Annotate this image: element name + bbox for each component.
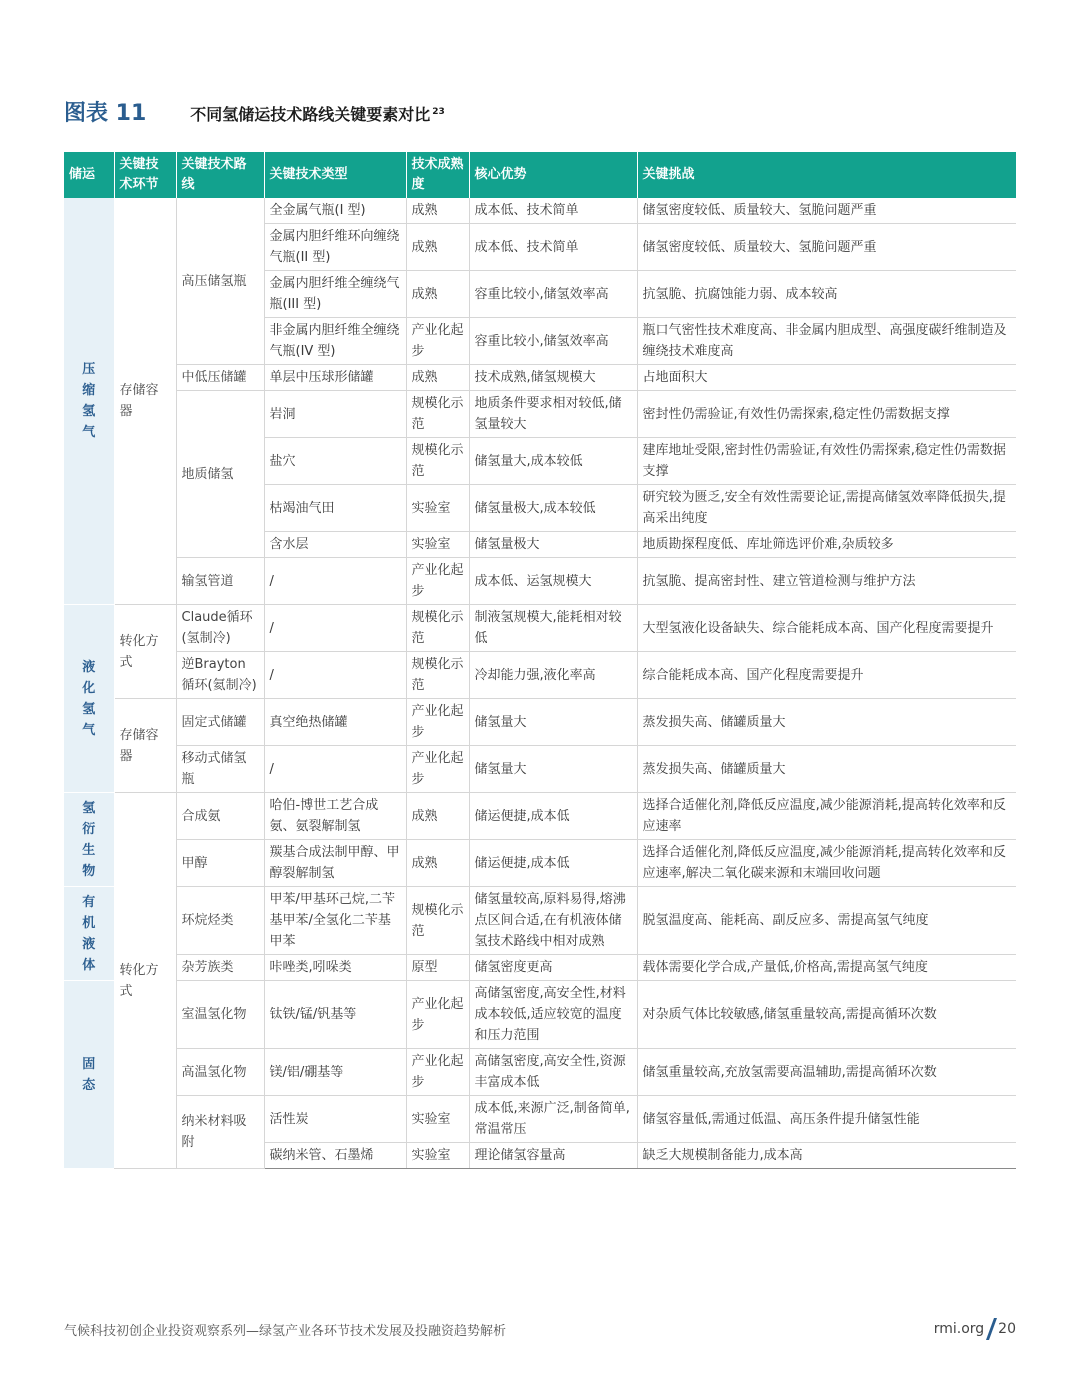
advantage-cell: 储氢量大,成本较低 <box>469 438 637 485</box>
type-cell: 岩洞 <box>264 391 406 438</box>
challenge-cell: 缺乏大规模制备能力,成本高 <box>637 1143 1016 1169</box>
challenge-cell: 大型氢液化设备缺失、综合能耗成本高、国产化程度需要提升 <box>637 605 1016 652</box>
header-maturity: 技术成熟度 <box>406 152 469 198</box>
route-fixed: 固定式储罐 <box>176 699 264 746</box>
advantage-cell: 冷却能力强,液化率高 <box>469 652 637 699</box>
type-cell: 哈伯-博世工艺合成氨、氨裂解制氢 <box>264 793 406 840</box>
advantage-cell: 储氢量较高,原料易得,熔沸点区间合适,在有机液体储氢技术路线中相对成熟 <box>469 887 637 955</box>
type-cell: 非金属内胆纤维全缠绕气瓶(IV 型) <box>264 318 406 365</box>
challenge-cell: 储氢密度较低、质量较大、氢脆问题严重 <box>637 198 1016 224</box>
advantage-cell: 成本低、运氢规模大 <box>469 558 637 605</box>
maturity-cell: 成熟 <box>406 198 469 224</box>
category-compressed <box>64 198 114 605</box>
type-cell: 钛铁/锰/钒基等 <box>264 981 406 1049</box>
type-cell: 含水层 <box>264 532 406 558</box>
maturity-cell: 实验室 <box>406 532 469 558</box>
advantage-cell: 储运便捷,成本低 <box>469 840 637 887</box>
maturity-cell: 产业化起步 <box>406 746 469 793</box>
route-cycloalkane: 环烷烃类 <box>176 887 264 955</box>
comparison-table <box>64 152 1017 1169</box>
advantage-cell: 地质条件要求相对较低,储氢量较大 <box>469 391 637 438</box>
category-solid <box>64 981 114 1169</box>
route-geological: 地质储氢 <box>176 391 264 558</box>
challenge-cell: 载体需要化学合成,产量低,价格高,需提高氢气纯度 <box>637 955 1016 981</box>
advantage-cell: 储运便捷,成本低 <box>469 793 637 840</box>
route-brayton: 逆Brayton循环(氦制冷) <box>176 652 264 699</box>
header-storage: 储运 <box>64 152 114 198</box>
table-row <box>64 1096 1016 1143</box>
challenge-cell: 储氢容量低,需通过低温、高压条件提升储氢性能 <box>637 1096 1016 1143</box>
type-cell: 枯竭油气田 <box>264 485 406 532</box>
maturity-cell: 产业化起步 <box>406 981 469 1049</box>
segment-conversion: 转化方式 <box>114 605 176 699</box>
route-ammonia: 合成氨 <box>176 793 264 840</box>
table-row <box>64 391 1016 438</box>
route-nano: 纳米材料吸附 <box>176 1096 264 1169</box>
advantage-cell: 技术成熟,储氢规模大 <box>469 365 637 391</box>
footer-series-title: 气候科技初创企业投资观察系列—绿氢产业各环节技术发展及投融资趋势解析 <box>64 1324 507 1339</box>
maturity-cell: 产业化起步 <box>406 558 469 605</box>
maturity-cell: 产业化起步 <box>406 318 469 365</box>
table-row <box>64 699 1016 746</box>
maturity-cell: 成熟 <box>406 793 469 840</box>
type-cell: 单层中压球形储罐 <box>264 365 406 391</box>
advantage-cell: 储氢量极大 <box>469 532 637 558</box>
figure-title-text: 不同氢储运技术路线关键要素对比 <box>190 105 431 124</box>
footnote-marker: 23 <box>432 106 445 117</box>
category-organic <box>64 887 114 981</box>
table-row <box>64 365 1016 391</box>
route-methanol: 甲醇 <box>176 840 264 887</box>
advantage-cell: 成本低、技术简单 <box>469 224 637 271</box>
figure-header <box>64 96 445 130</box>
header-challenge: 关键挑战 <box>637 152 1016 198</box>
advantage-cell: 容重比较小,储氢效率高 <box>469 318 637 365</box>
table-row <box>64 652 1016 699</box>
header-advantage: 核心优势 <box>469 152 637 198</box>
challenge-cell: 选择合适催化剂,降低反应温度,减少能源消耗,提高转化效率和反应速率,解决二氧化碳来源和末端回收问题 <box>637 840 1016 887</box>
route-mobile: 移动式储氢瓶 <box>176 746 264 793</box>
slash-divider-icon <box>986 1318 997 1340</box>
table-row <box>64 981 1016 1049</box>
challenge-cell: 研究较为匮乏,安全有效性需要论证,需提高储氢效率降低损失,提高采出纯度 <box>637 485 1016 532</box>
footer-page-info <box>934 1318 1016 1340</box>
maturity-cell: 实验室 <box>406 1143 469 1169</box>
table-row <box>64 840 1016 887</box>
type-cell: 甲苯/甲基环己烷,二苄基甲苯/全氢化二苄基甲苯 <box>264 887 406 955</box>
route-pipeline: 输氢管道 <box>176 558 264 605</box>
type-cell: 镁/铝/硼基等 <box>264 1049 406 1096</box>
challenge-cell: 建库地址受限,密封性仍需验证,有效性仍需探索,稳定性仍需数据支撑 <box>637 438 1016 485</box>
category-label: 液化氢气 <box>82 659 96 738</box>
maturity-cell: 成熟 <box>406 365 469 391</box>
type-cell: / <box>264 558 406 605</box>
maturity-cell: 规模化示范 <box>406 652 469 699</box>
maturity-cell: 实验室 <box>406 1096 469 1143</box>
type-cell: 碳纳米管、石墨烯 <box>264 1143 406 1169</box>
challenge-cell: 对杂质气体比较敏感,储氢重量较高,需提高循环次数 <box>637 981 1016 1049</box>
type-cell: / <box>264 746 406 793</box>
challenge-cell: 瓶口气密性技术难度高、非金属内胆成型、高强度碳纤维制造及缠绕技术难度高 <box>637 318 1016 365</box>
type-cell: 金属内胆纤维全缠绕气瓶(III 型) <box>264 271 406 318</box>
category-label: 氢衍生物 <box>82 800 96 879</box>
maturity-cell: 规模化示范 <box>406 391 469 438</box>
route-heteroaromatic: 杂芳族类 <box>176 955 264 981</box>
route-mid-low-pressure: 中低压储罐 <box>176 365 264 391</box>
maturity-cell: 成熟 <box>406 840 469 887</box>
challenge-cell: 抗氢脆、抗腐蚀能力弱、成本较高 <box>637 271 1016 318</box>
route-high-temp-hydride: 高温氢化物 <box>176 1049 264 1096</box>
maturity-cell: 规模化示范 <box>406 438 469 485</box>
category-derivative <box>64 793 114 887</box>
type-cell: 咔唑类,吲哚类 <box>264 955 406 981</box>
challenge-cell: 储氢密度较低、质量较大、氢脆问题严重 <box>637 224 1016 271</box>
maturity-cell: 原型 <box>406 955 469 981</box>
maturity-cell: 规模化示范 <box>406 887 469 955</box>
challenge-cell: 脱氢温度高、能耗高、副反应多、需提高氢气纯度 <box>637 887 1016 955</box>
page-number: 20 <box>998 1321 1016 1337</box>
category-label: 压缩氢气 <box>82 362 96 440</box>
maturity-cell: 产业化起步 <box>406 1049 469 1096</box>
segment-storage: 存储容器 <box>114 699 176 793</box>
footer-site-link[interactable]: rmi.org <box>933 1321 985 1337</box>
challenge-cell: 地质勘探程度低、库址筛选评价难,杂质较多 <box>637 532 1016 558</box>
advantage-cell: 储氢量大 <box>469 699 637 746</box>
maturity-cell: 规模化示范 <box>406 605 469 652</box>
advantage-cell: 高储氢密度,高安全性,材料成本较低,适应较宽的温度和压力范围 <box>469 981 637 1049</box>
advantage-cell: 成本低、技术简单 <box>469 198 637 224</box>
challenge-cell: 密封性仍需验证,有效性仍需探索,稳定性仍需数据支撑 <box>637 391 1016 438</box>
segment-conversion: 转化方式 <box>114 793 176 1169</box>
category-liquid <box>64 605 114 793</box>
category-label: 固态 <box>82 1056 96 1093</box>
type-cell: 金属内胆纤维环向缠绕气瓶(II 型) <box>264 224 406 271</box>
challenge-cell: 蒸发损失高、储罐质量大 <box>637 746 1016 793</box>
advantage-cell: 制液氢规模大,能耗相对较低 <box>469 605 637 652</box>
type-cell: 真空绝热储罐 <box>264 699 406 746</box>
type-cell: 盐穴 <box>264 438 406 485</box>
type-cell: 活性炭 <box>264 1096 406 1143</box>
challenge-cell: 储氢重量较高,充放氢需要高温辅助,需提高循环次数 <box>637 1049 1016 1096</box>
route-claude: Claude循环(氢制冷) <box>176 605 264 652</box>
type-cell: 全金属气瓶(I 型) <box>264 198 406 224</box>
table-row <box>64 955 1016 981</box>
maturity-cell: 产业化起步 <box>406 699 469 746</box>
table-row <box>64 605 1016 652</box>
advantage-cell: 理论储氢容量高 <box>469 1143 637 1169</box>
table-row <box>64 746 1016 793</box>
challenge-cell: 选择合适催化剂,降低反应温度,减少能源消耗,提高转化效率和反应速率 <box>637 793 1016 840</box>
figure-number: 图表 11 <box>64 101 147 126</box>
maturity-cell: 成熟 <box>406 271 469 318</box>
table-row <box>64 198 1016 224</box>
table-header-row <box>64 152 1016 198</box>
figure-title <box>190 102 445 125</box>
table-row <box>64 558 1016 605</box>
route-high-pressure: 高压储氢瓶 <box>176 198 264 365</box>
advantage-cell: 高储氢密度,高安全性,资源丰富成本低 <box>469 1049 637 1096</box>
table-row <box>64 1049 1016 1096</box>
challenge-cell: 抗氢脆、提高密封性、建立管道检测与维护方法 <box>637 558 1016 605</box>
route-room-temp-hydride: 室温氢化物 <box>176 981 264 1049</box>
category-label: 有机液体 <box>82 894 96 973</box>
header-segment: 关键技术环节 <box>114 152 176 198</box>
header-type: 关键技术类型 <box>264 152 406 198</box>
challenge-cell: 占地面积大 <box>637 365 1016 391</box>
segment-storage: 存储容器 <box>114 198 176 605</box>
advantage-cell: 容重比较小,储氢效率高 <box>469 271 637 318</box>
maturity-cell: 成熟 <box>406 224 469 271</box>
type-cell: / <box>264 652 406 699</box>
challenge-cell: 蒸发损失高、储罐质量大 <box>637 699 1016 746</box>
type-cell: / <box>264 605 406 652</box>
maturity-cell: 实验室 <box>406 485 469 532</box>
header-route: 关键技术路线 <box>176 152 264 198</box>
table-row <box>64 887 1016 955</box>
advantage-cell: 储氢密度更高 <box>469 955 637 981</box>
table-row <box>64 793 1016 840</box>
advantage-cell: 成本低,来源广泛,制备简单,常温常压 <box>469 1096 637 1143</box>
challenge-cell: 综合能耗成本高、国产化程度需要提升 <box>637 652 1016 699</box>
advantage-cell: 储氢量大 <box>469 746 637 793</box>
advantage-cell: 储氢量极大,成本较低 <box>469 485 637 532</box>
type-cell: 羰基合成法制甲醇、甲醇裂解制氢 <box>264 840 406 887</box>
